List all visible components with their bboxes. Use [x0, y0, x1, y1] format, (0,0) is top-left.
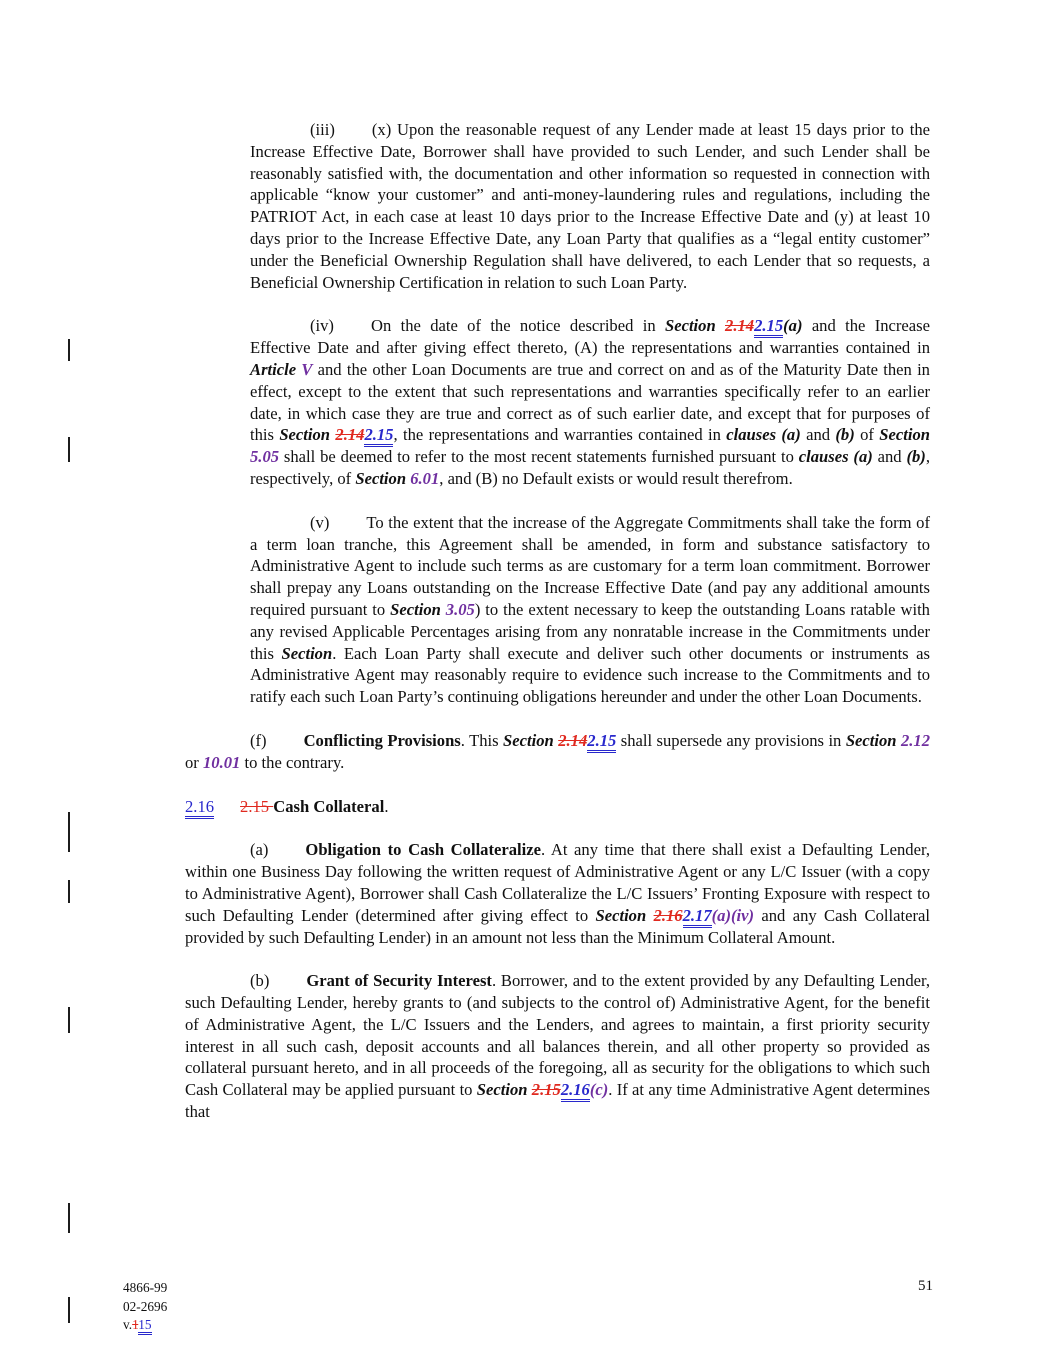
text-run: . This [460, 730, 504, 750]
text-run: , respectively, of [250, 447, 930, 488]
text-run: (iv) [310, 316, 334, 336]
text-run: 2.16 [185, 797, 214, 819]
text-run: On the date of the notice described in [370, 316, 665, 336]
text-run: and [872, 447, 907, 467]
text-run: and the other Loan Documents are true and correct on and as of the Maturity Date then in effect, except to the extent that such representations and warranties specifically refer to an earlier date, in which case they are true and correct as of such earlier date, and except that for purposes of this [250, 359, 930, 445]
text-run: . If at any time Administrative Agent determines that [185, 1080, 930, 1122]
change-bar [68, 880, 70, 903]
text-run: ) to the extent necessary to keep the outstanding Loans ratable with any revised Applicable Percentages arising from any nonratable increase in the Commitments under this [250, 599, 930, 663]
text-run: Section [879, 425, 931, 445]
text-run: Section [281, 643, 333, 663]
text-run: Obligation to Cash Collateralize [305, 840, 541, 860]
text-run: of [854, 425, 880, 445]
page-number: 51 [918, 1278, 933, 1294]
text-run: Section [845, 730, 901, 750]
text-run: 5.05 [250, 447, 280, 467]
text-run: or [185, 752, 203, 772]
text-run: (a) [783, 316, 803, 336]
text-run: 3.05 [445, 599, 475, 619]
footer-matter-number: 02-2696 [123, 1298, 168, 1314]
text-run: and any Cash Collateral provided by such Defaulting Lender) in an amount not less than the Minimum Collateral Amount. [185, 905, 930, 947]
paragraph-f [185, 730, 930, 774]
change-bar [68, 1297, 70, 1323]
change-bar [68, 437, 70, 462]
text-run: 2.15 [364, 425, 393, 447]
text-run: 2.12 [900, 730, 931, 750]
footer-version-line [123, 1316, 167, 1335]
text-run: Section [476, 1080, 532, 1100]
document-body [0, 119, 1055, 1145]
text-run: To the extent that the increase of the Aggregate Commitments shall take the form of a term loan tranche, this Agreement shall be amended, in form and substance satisfactory to Administrative Agent to include such terms as are customary for a term loan commitment. Borrower shall prepay any Loans outstanding on the Increase Effective Date (and pay any additional amounts required pursuant to [250, 512, 930, 619]
paragraph-v [250, 512, 930, 708]
text-run: 2.16 [653, 905, 683, 925]
paragraph-b [185, 970, 930, 1123]
change-bar [68, 812, 70, 852]
footer-filing-number: 4866-99 [123, 1280, 168, 1295]
text-run: (b) [906, 447, 926, 467]
text-run: Cash Collateral [273, 796, 385, 816]
text-run: , and (B) no Default exists or would result therefrom. [439, 468, 793, 488]
paragraph-iv [250, 315, 930, 489]
text-run: Section [503, 730, 559, 750]
text-run: (iii) [310, 120, 335, 139]
text-run: Conflicting Provisions [303, 730, 461, 750]
text-run: shall supersede any provisions in [616, 730, 846, 750]
change-bar [68, 1007, 70, 1033]
footer-block [123, 1279, 167, 1335]
text-run: (v) [310, 512, 330, 532]
text-run: 2.14 [725, 316, 755, 336]
text-run: 2.15 [531, 1080, 561, 1100]
text-run: , the representations and warranties contained in [393, 425, 727, 445]
text-run: 15 [138, 1317, 151, 1335]
text-run: . Borrower, and to the extent provided by any Defaulting Lender, such Defaulting Lender, hereby grants to (and subjects to the control of) Administrative Agent, for the benefit of Administrative Agent, the L/C Issuers and the Lenders, and agrees to maintain, a first priority security interest in all such cash, deposit accounts and all balances therein, and all other property so provided as collateral pursuant hereto, and in all proceeds of the foregoing, all as security for the obligations to which such Cash Collateral may be applied pursuant to [185, 971, 930, 1100]
text-run: clauses (a) [798, 447, 873, 467]
text-run: 2.15 [754, 316, 783, 338]
text-run: to the contrary. [240, 752, 345, 772]
text-run: (a) [250, 840, 269, 860]
change-bar [68, 339, 70, 361]
text-run: clauses (a) [726, 425, 801, 445]
text-run: V [301, 359, 313, 379]
text-run: 6.01 [410, 468, 440, 488]
text-run: 2.17 [683, 906, 712, 928]
text-run: (c) [589, 1080, 609, 1100]
text-run: shall be deemed to refer to the most recent statements furnished pursuant to [279, 447, 799, 467]
text-run: Section [390, 599, 446, 619]
text-run: 2.15 [240, 796, 274, 816]
text-run: (x) Upon the reasonable request of any Lender made at least 15 days prior to the Increase Effective Date, Borrower shall have provided to such Lender, and such Lender shall be reasonably satisfied with, the documentation and other information so requested in connection with applicable “know your customer” and anti-money-laundering rules and regulations, including the PATRIOT Act, in each case at least 10 days prior to the Increase Effective Date and (y) at least 10 days prior to the Increase Effective Date, any Loan Party that qualifies as a “legal entity customer” under the Beneficial Ownership Regulation shall have delivered, to each Lender that so requests, a Beneficial Ownership Certification in relation to such Loan Party. [250, 120, 930, 292]
text-run: 1 [132, 1317, 139, 1333]
text-run: (b) [835, 425, 855, 445]
text-run: and [800, 425, 836, 445]
text-run: . At any time that there shall exist a Defaulting Lender, within one Business Day following the written request of Administrative Agent or any L/C Issuer (with a copy to Administrative Agent), Borrower shall Cash Collateralize the L/C Issuers’ Fronting Exposure with respect to such Defaulting Lender (determined after giving effect to [185, 840, 930, 925]
text-run: (a)(iv) [711, 905, 755, 925]
text-run: . [384, 796, 389, 816]
text-run: Grant of Security Interest [306, 971, 492, 991]
text-run: Section [355, 468, 411, 488]
text-run: Section [279, 425, 336, 445]
paragraph-iii [250, 119, 930, 293]
text-run: 2.14 [558, 730, 588, 750]
text-run: (b) [250, 971, 270, 991]
text-run: 2.15 [587, 731, 616, 753]
text-run: 2.14 [335, 425, 365, 445]
text-run: . Each Loan Party shall execute and deliver such other documents or instruments as Administrative Agent may reasonably require to evidence such increase to the Commitments and to ratify each such Loan Party’s continuing obligations hereunder and under the other Loan Documents. [250, 643, 930, 707]
text-run: (f) [250, 730, 267, 750]
heading-2-16 [185, 796, 930, 818]
text-run: Section [664, 316, 726, 336]
text-run: Article [250, 359, 302, 379]
paragraph-a [185, 839, 930, 948]
change-bar [68, 1203, 70, 1233]
text-run: Section [595, 905, 654, 925]
text-run: 2.16 [561, 1080, 590, 1102]
text-run: 10.01 [202, 752, 241, 772]
text-run: and the Increase Effective Date and after giving effect thereto, (A) the representations and warranties contained in [250, 316, 930, 358]
text-run: v. [123, 1317, 133, 1333]
